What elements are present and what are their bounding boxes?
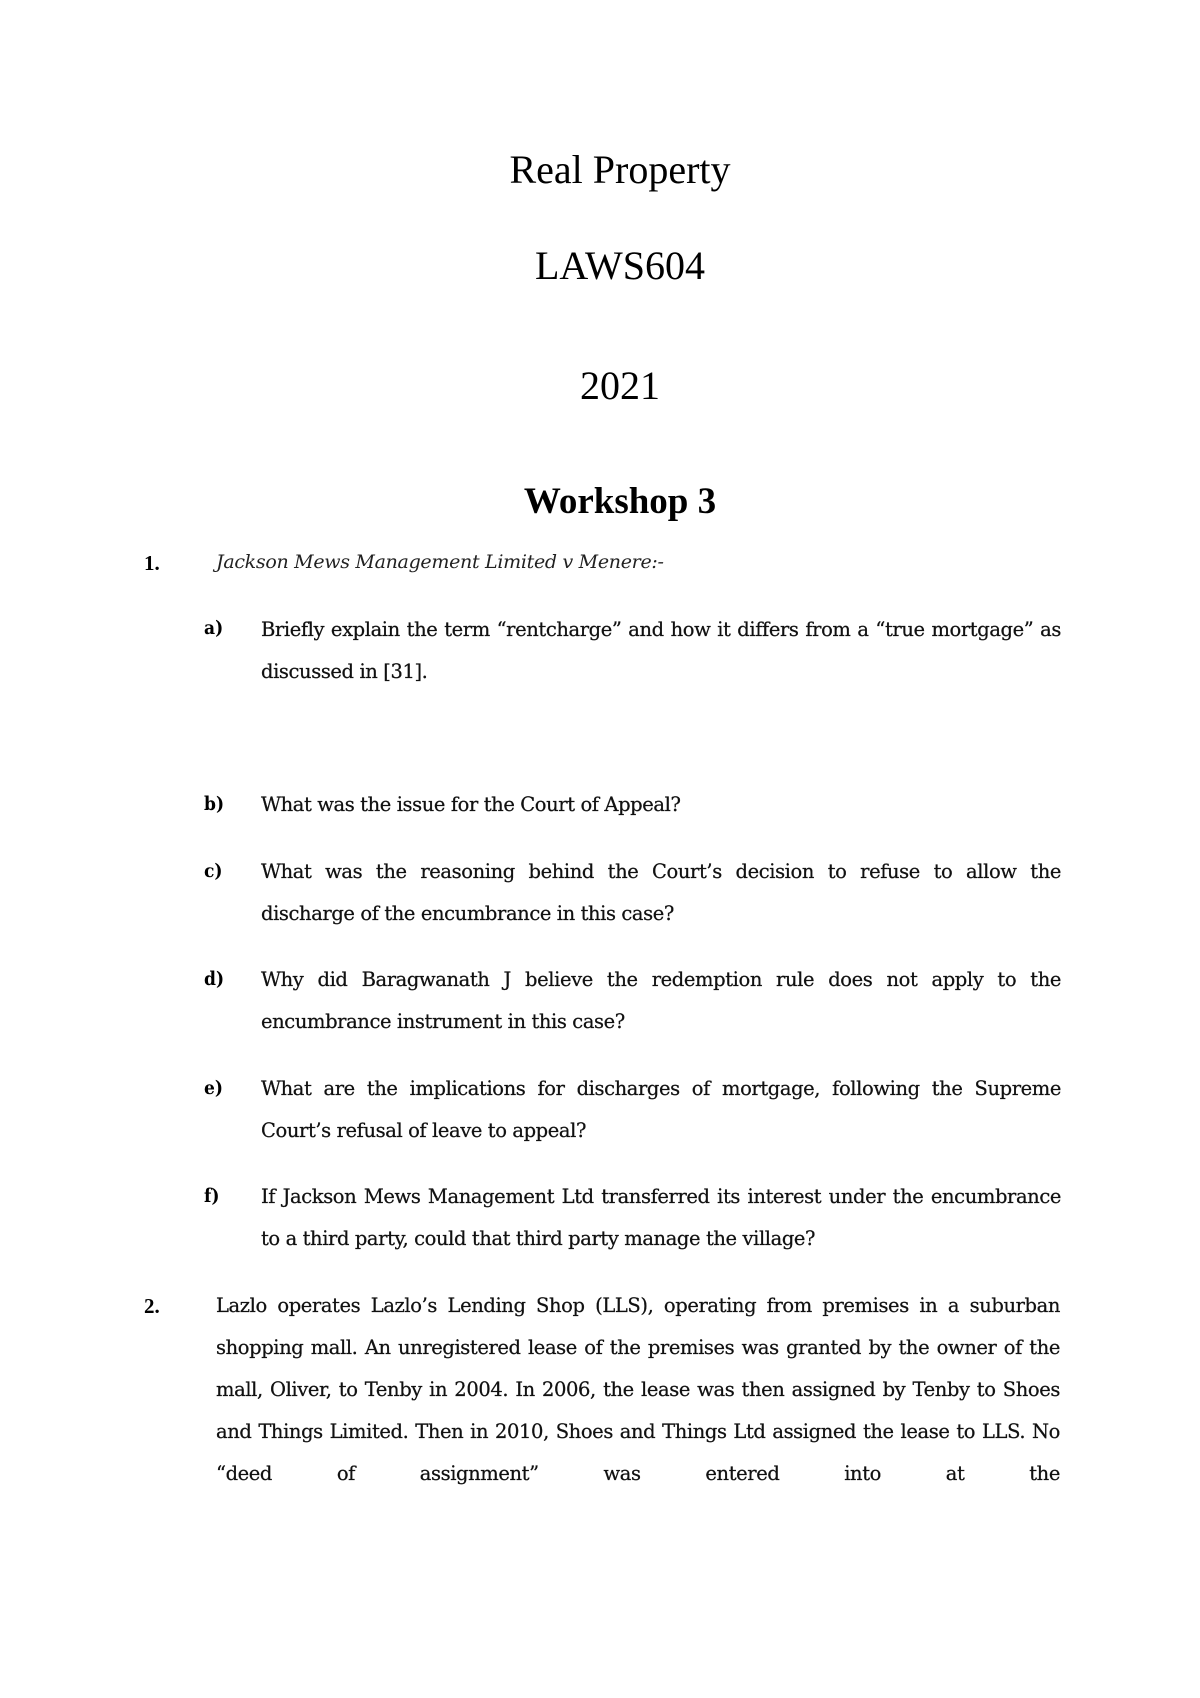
course-title: Real Property (509, 147, 731, 192)
question-number: 1. (144, 551, 160, 575)
part-text: What are the implications for discharges of mortgage, following the Supreme Court’s refusal of leave to appeal? (261, 1077, 1061, 1142)
part-text: What was the reasoning behind the Court’s decision to refuse to allow the discharge of the encumbrance in this case? (261, 860, 1061, 925)
part-label: f) (204, 1185, 220, 1207)
part-label: c) (204, 860, 223, 882)
workshop-heading: Workshop 3 (523, 481, 717, 522)
course-code: LAWS604 (534, 243, 706, 288)
part-text: Why did Baragwanath J believe the redemption rule does not apply to the encumbrance instrument in this case? (261, 968, 1061, 1033)
part-text: If Jackson Mews Management Ltd transferred its interest under the encumbrance to a third party, could that third party manage the village? (261, 1185, 1061, 1250)
question-text: Lazlo operates Lazlo’s Lending Shop (LLS), operating from premises in a suburban shopping mall. An unregistered lease of the premises was granted by the owner of the mall, Oliver, to Tenby in 2004. In 2006, the lease was then assigned by Tenby to Shoes and Things Limited. Then in 2010, Shoes and Things Ltd assigned the lease to LLS. No “deed of assignment” was entered into at the (216, 1294, 1060, 1485)
course-year: 2021 (580, 363, 660, 408)
part-label: a) (204, 617, 224, 639)
part-text: What was the issue for the Court of Appeal? (261, 793, 681, 816)
part-label: d) (204, 968, 225, 990)
question-number: 2. (144, 1294, 160, 1318)
part-text: Briefly explain the term “rentcharge” and how it differs from a “true mortgage” as discussed in [31]. (261, 618, 1061, 683)
part-label: e) (204, 1077, 223, 1099)
part-label: b) (204, 793, 225, 815)
case-title: Jackson Mews Management Limited v Menere:- (216, 551, 664, 573)
